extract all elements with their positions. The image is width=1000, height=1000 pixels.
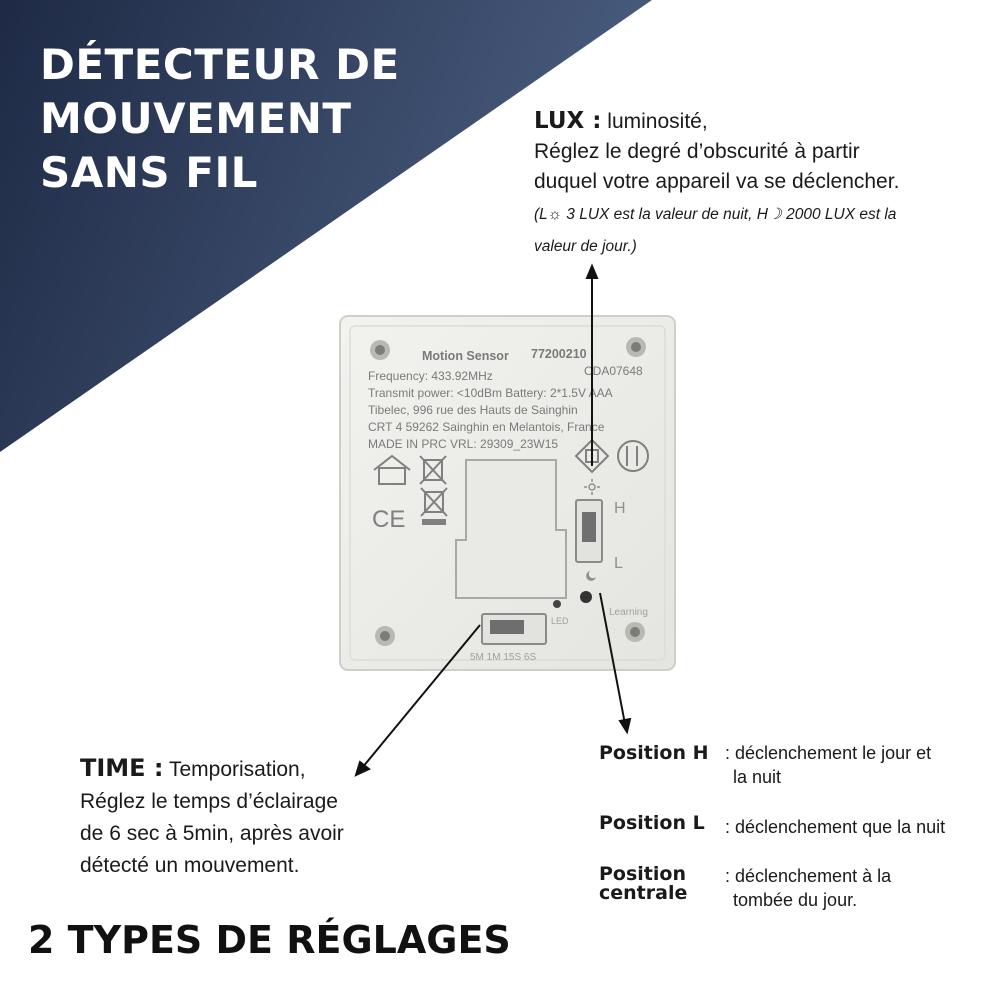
device-transmit: Transmit power: <10dBm Battery: 2*1.5V AAA (368, 386, 613, 400)
learning-button[interactable] (580, 591, 592, 603)
position-h-label: Position H (599, 742, 709, 764)
device-maker: Tibelec, 996 rue des Hauts de Sainghin (368, 403, 578, 417)
device-frequency: Frequency: 433.92MHz (368, 369, 493, 383)
time-line-2: Réglez le temps d’éclairage (80, 790, 338, 813)
lux-line-2: Réglez le degré d’obscurité à partir (534, 140, 860, 163)
battery-compartment (456, 460, 566, 598)
switch-l-label: L (614, 555, 623, 572)
time-line-4: détecté un mouvement. (80, 854, 300, 877)
weee-bin-icon (420, 456, 446, 484)
lux-note-line-2: valeur de jour.) (534, 238, 637, 255)
lux-note-line-1: (L☼ 3 LUX est la valeur de nuit, H☽ 2000 LUX est la (534, 206, 897, 223)
lux-line-3: duquel votre appareil va se déclencher. (534, 170, 900, 193)
position-l-desc: : déclenchement que la nuit (725, 817, 946, 837)
device-name: Motion Sensor (422, 349, 509, 363)
learning-label: Learning (609, 607, 648, 618)
time-marks-label: 5M 1M 15S 6S (470, 652, 537, 663)
position-centrale-desc-1: : déclenchement à la (725, 866, 892, 886)
lux-key: LUX : (534, 108, 602, 134)
position-h-desc-1: : déclenchement le jour et (725, 743, 932, 763)
position-h (599, 741, 989, 789)
position-centrale (599, 864, 989, 914)
position-centrale-label-2: centrale (599, 882, 688, 904)
device-model: 77200210 (531, 347, 587, 361)
position-l (599, 811, 989, 841)
position-l-label: Position L (599, 812, 705, 834)
led-label: LED (551, 616, 569, 626)
settings-title: 2 TYPES DE RÉGLAGES (28, 918, 511, 962)
title-line-3: SANS FIL (40, 148, 258, 197)
time-explanation (80, 752, 420, 882)
title-line-1: DÉTECTEUR DE (40, 40, 400, 89)
time-lead: Temporisation, (163, 758, 306, 781)
time-key: TIME : (80, 754, 164, 782)
lux-explanation (534, 106, 984, 263)
switch-h-label: H (614, 500, 626, 517)
title-line-2: MOUVEMENT (40, 94, 352, 143)
ce-mark-icon: CE (372, 506, 406, 533)
device-code: CDA07648 (584, 364, 643, 378)
device-address: CRT 4 59262 Sainghin en Melantois, France (368, 420, 605, 434)
position-centrale-desc-2: tombée du jour. (733, 890, 858, 910)
device-made-in: MADE IN PRC VRL: 29309_23W15 (368, 437, 559, 451)
position-h-desc-2: la nuit (733, 767, 782, 787)
led-indicator (553, 600, 561, 608)
position-centrale-label-1: Position (599, 863, 686, 885)
time-line-3: de 6 sec à 5min, après avoir (80, 822, 344, 845)
lux-lead: luminosité, (601, 110, 708, 133)
